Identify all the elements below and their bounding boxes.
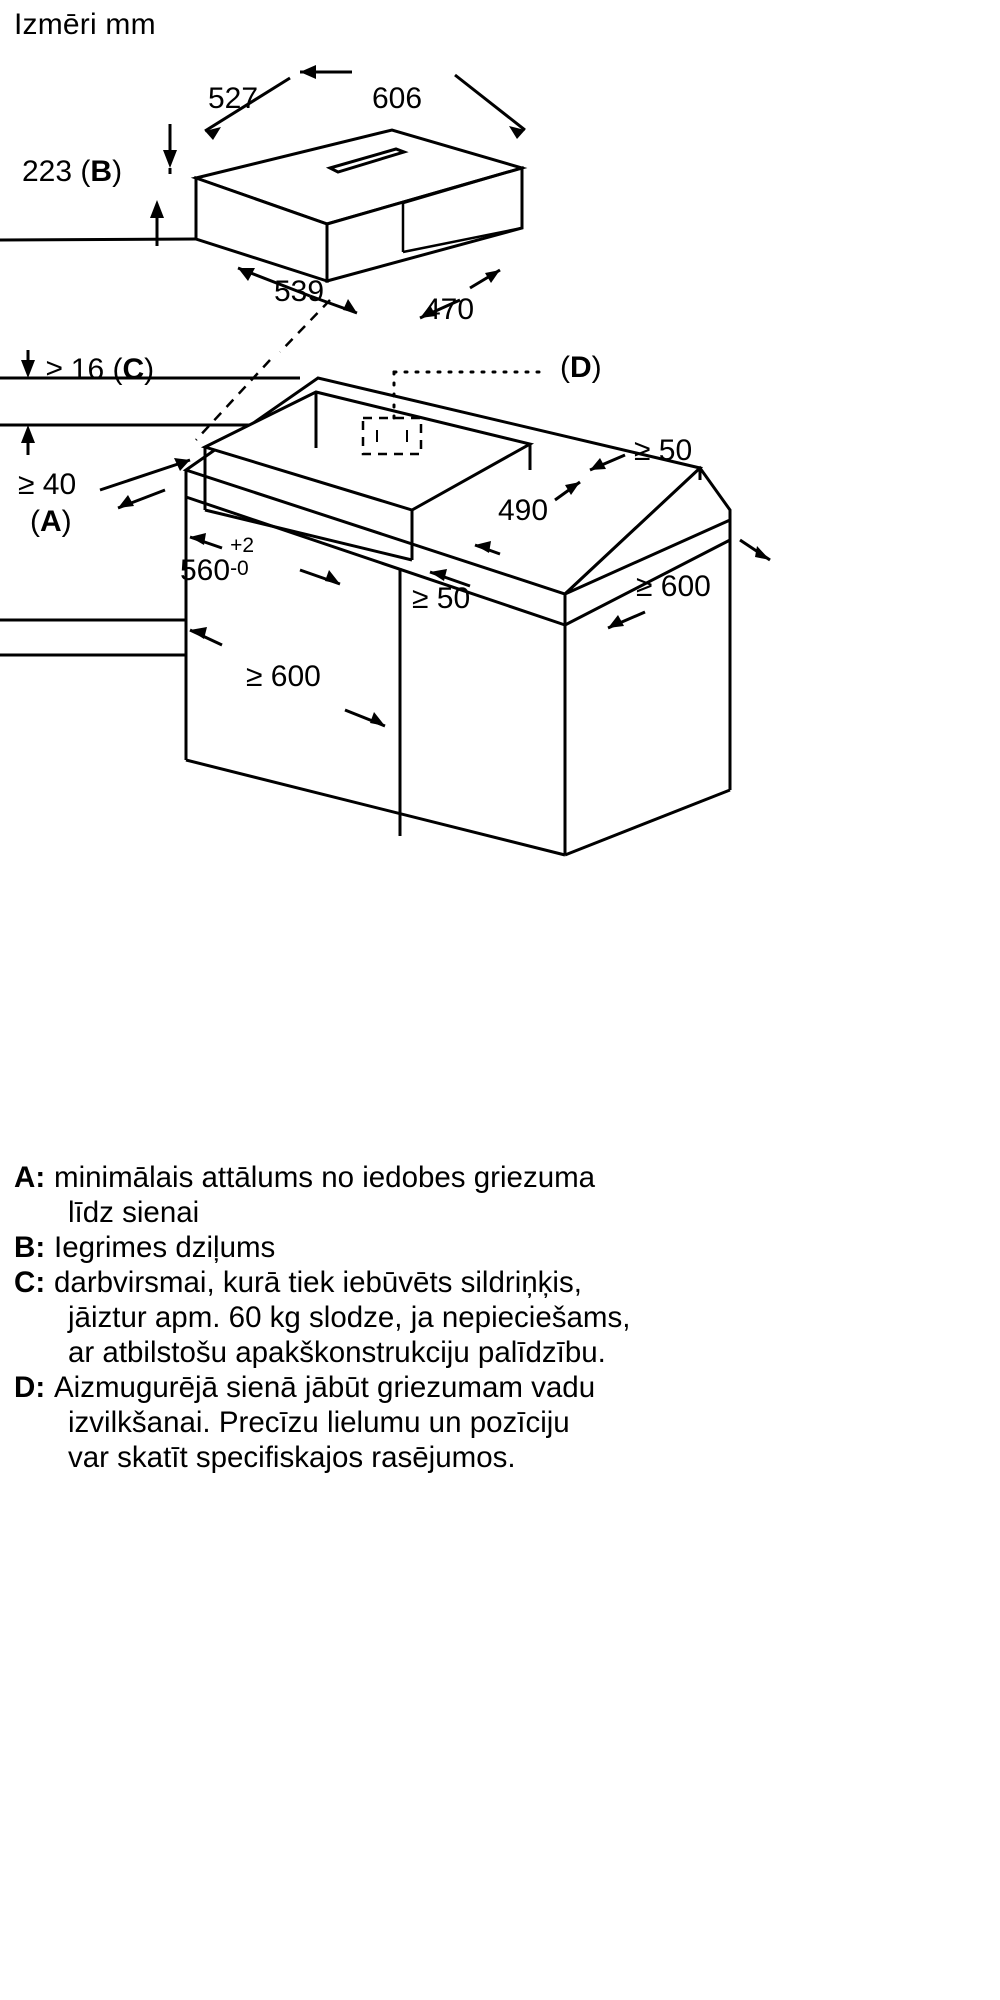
legend-key-d: D:: [14, 1371, 46, 1404]
legend-key-c: C:: [14, 1266, 46, 1299]
label-d: (D): [560, 351, 602, 384]
legend-key-b: B:: [14, 1231, 46, 1264]
page-title: Izmēri mm: [14, 8, 156, 41]
dim-539: 539: [274, 275, 325, 308]
legend-item-c: [14, 1265, 974, 1370]
dim-606: 606: [372, 82, 423, 115]
dim-600-left: ≥ 600: [246, 660, 321, 693]
label-a: (A): [30, 505, 72, 538]
dim-560-tolerance-minus: -0: [230, 557, 249, 580]
legend-text-b: Iegrimes dziļums: [54, 1231, 276, 1264]
legend-key-a: A:: [14, 1161, 46, 1194]
dim-16-c: ≥ 16 (C): [46, 353, 155, 386]
dim-470: 470: [424, 293, 475, 326]
legend-item-d: [14, 1370, 974, 1475]
legend-item-b: [14, 1230, 974, 1265]
dim-560-tolerance-plus: +2: [230, 534, 255, 557]
legend-text-c: darbvirsmai, kurā tiek iebūvēts sildriņķis, jāiztur apm. 60 kg slodze, ja nepieciešams, ar atbilstošu apakškonstrukciju palīdzību.: [54, 1266, 631, 1369]
dim-40: ≥ 40: [18, 468, 77, 501]
dim-600-right: ≥ 600: [636, 570, 711, 603]
legend-item-a: [14, 1160, 974, 1230]
legend-text-d: Aizmugurējā sienā jābūt griezumam vadu izvilkšanai. Precīzu lielumu un pozīciju var skatīt specifiskajos rasējumos.: [54, 1371, 596, 1474]
dim-50-top-right: ≥ 50: [634, 434, 693, 467]
dim-527: 527: [208, 82, 259, 115]
dim-223-b: 223 (B): [22, 155, 123, 188]
dim-560: 560 +2 -0: [180, 534, 255, 587]
legend-text-a: minimālais attālums no iedobes griezuma līdz sienai: [54, 1161, 596, 1229]
legend: [14, 1160, 974, 1475]
dim-50-middle: ≥ 50: [412, 582, 471, 615]
dim-490: 490: [498, 494, 549, 527]
